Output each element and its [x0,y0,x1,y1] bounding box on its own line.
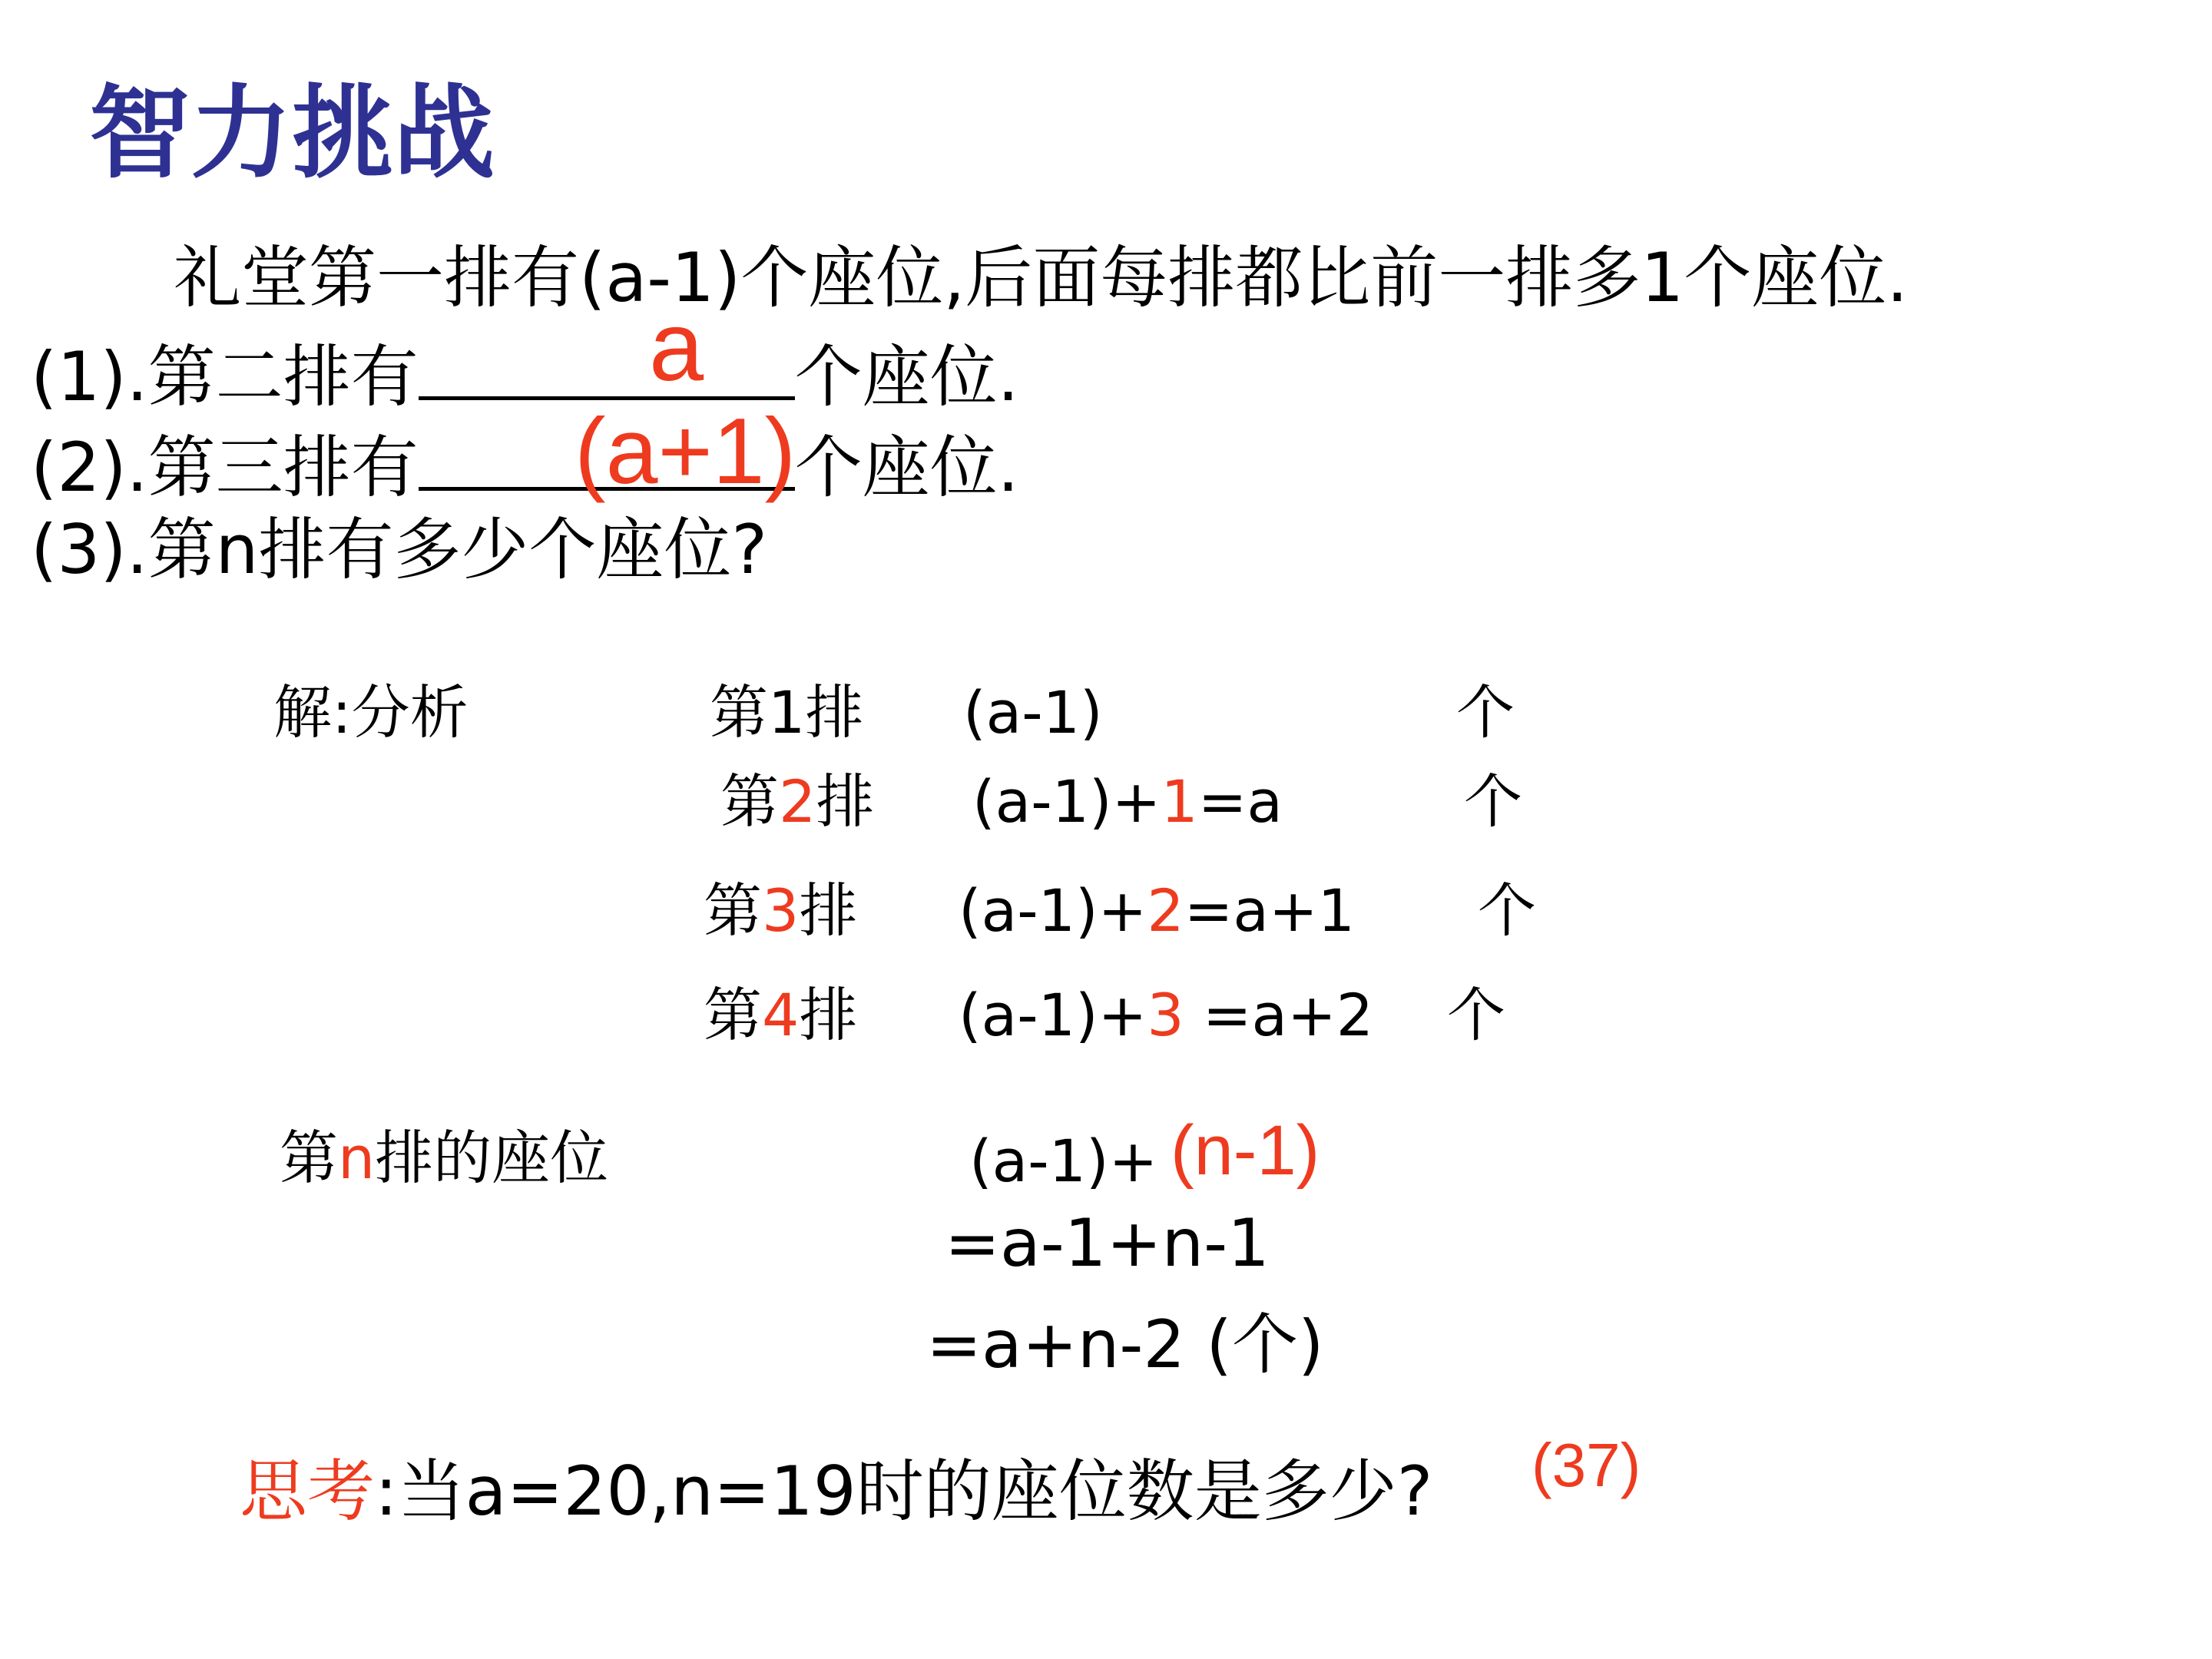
row-label-post: 排 [799,876,858,945]
solution-step-2: =a+n-2 (个) [926,1306,1324,1383]
row-label-num: 1 [768,678,806,747]
row-label-post: 排 [816,767,875,836]
row-expr-pre: (a-1) [963,678,1103,747]
row-2-unit: 个 [1464,767,1522,836]
row-expr-red: 1 [1161,767,1198,836]
think-question [240,1452,1433,1531]
row-3-label [704,876,858,945]
row-expr-post: =a+1 [1184,876,1355,945]
question-2-prefix: (2).第三排有 [31,428,419,507]
solution-label: 解:分析 [273,678,469,747]
row-expr-post: =a [1197,767,1283,836]
row-label-post: 排 [805,678,864,747]
question-2-answer: (a+1) [575,399,796,503]
problem-intro: 礼堂第一排有(a-1)个座位,后面每排都比前一排多1个座位. [174,238,1909,317]
row-label-post: 排 [799,981,858,1049]
row-2-expr [972,767,1283,836]
row-3-expr [959,876,1355,945]
row-label-pre: 第 [704,981,762,1049]
question-1-prefix: (1).第二排有 [31,337,419,416]
row-expr-pre: (a-1)+ [972,767,1161,836]
row-expr-pre: (a-1)+ [959,981,1147,1049]
question-1 [31,335,1019,416]
question-2 [31,426,1019,507]
nth-label-pre: 第 [280,1124,338,1192]
row-1-unit: 个 [1456,678,1515,747]
think-answer: (37) [1532,1431,1641,1499]
nth-row-label [280,1124,609,1192]
nth-expr: (a-1)+ [969,1127,1158,1195]
row-1-label [710,678,864,747]
row-1-expr [963,678,1103,747]
row-label-num: 4 [762,981,800,1049]
row-4-unit: 个 [1447,981,1505,1049]
row-label-num: 3 [762,876,800,945]
page-title: 智力挑战 [89,75,495,193]
question-1-suffix: 个座位. [794,337,1019,416]
row-expr-post: =a+2 [1184,981,1374,1049]
row-label-pre: 第 [710,678,768,747]
nth-label-n: n [338,1124,376,1192]
think-text: :当a=20,n=19时的座位数是多少? [375,1452,1433,1531]
row-4-expr [959,981,1374,1049]
row-expr-red: 2 [1147,876,1184,945]
row-label-pre: 第 [720,767,779,836]
row-label-num: 2 [779,767,816,836]
nth-label-post: 排的座位 [375,1124,609,1192]
nth-answer: (n-1) [1171,1111,1320,1190]
row-expr-pre: (a-1)+ [959,876,1147,945]
question-1-answer: a [649,292,704,402]
question-3: (3).第n排有多少个座位? [31,510,768,589]
row-2-label [720,767,875,836]
solution-step-1: =a-1+n-1 [945,1205,1270,1282]
row-label-pre: 第 [704,876,762,945]
row-3-unit: 个 [1478,876,1536,945]
row-expr-red: 3 [1147,981,1184,1049]
question-2-suffix: 个座位. [794,428,1019,507]
row-4-label [704,981,858,1049]
question-1-blank[interactable] [419,335,795,400]
think-label: 思考 [240,1452,376,1531]
